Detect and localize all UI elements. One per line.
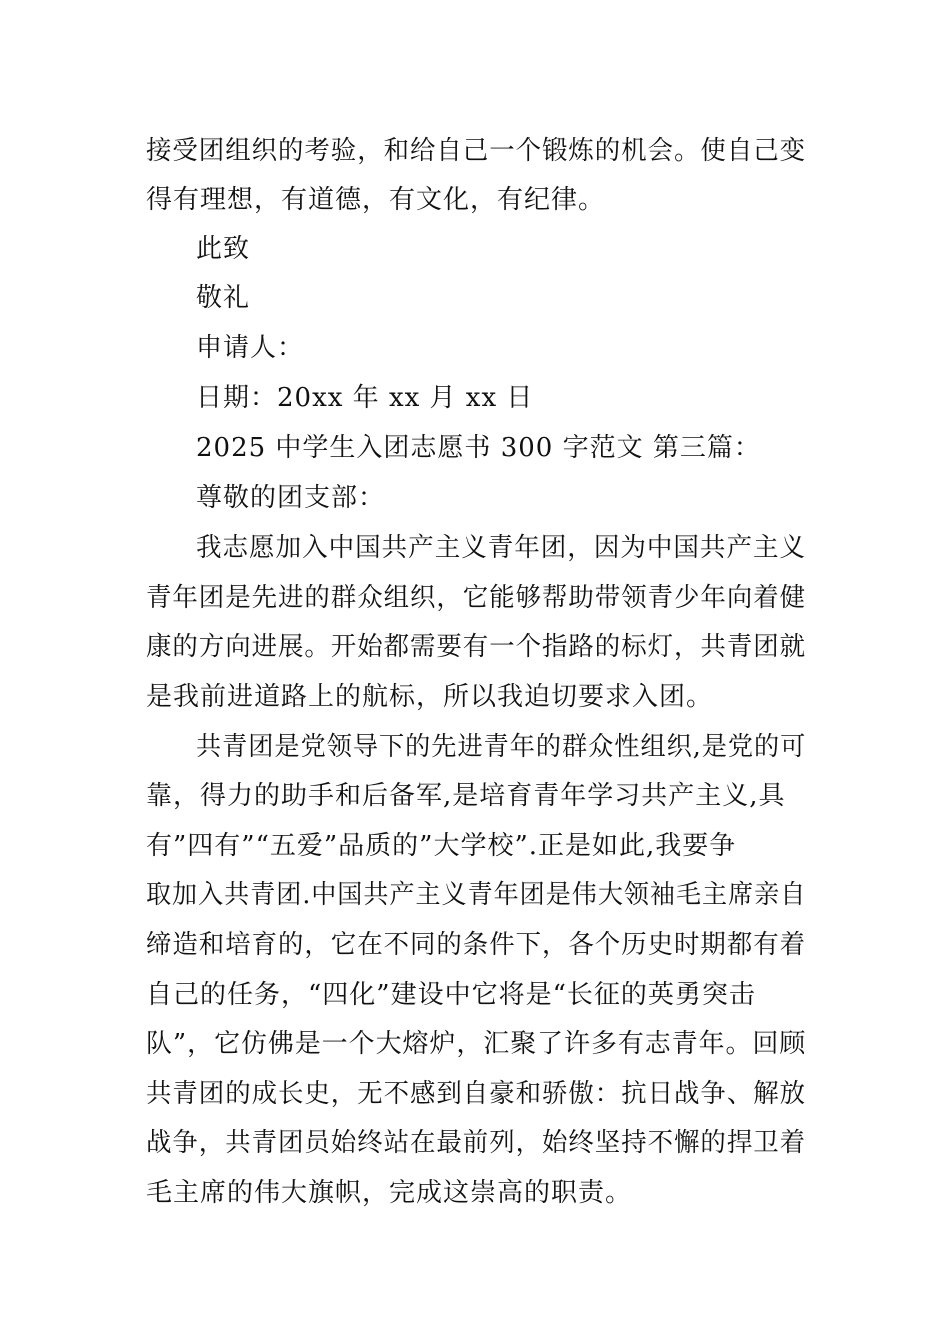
text-line: 队”，它仿佛是一个大熔炉，汇聚了许多有志青年。回顾 — [146, 1029, 807, 1059]
text-line: 缔造和培育的，它在不同的条件下，各个历史时期都有着 — [146, 930, 807, 960]
text-line: 共青团的成长史，无不感到自豪和骄傲：抗日战争、解放 — [146, 1079, 807, 1109]
text-line: 取加入共青团.中国共产主义青年团是伟大领袖毛主席亲自 — [146, 880, 807, 910]
text-line: 靠，得力的助手和后备军,是培育青年学习共产主义,具 — [146, 781, 786, 811]
text-line: 我志愿加入中国共产主义青年团，因为中国共产主义 — [196, 533, 807, 563]
closing-line: 此致 — [196, 234, 251, 264]
text-line: 共青团是党领导下的先进青年的群众性组织,是党的可 — [196, 732, 807, 762]
salutation-line: 敬礼 — [196, 283, 251, 313]
text-line: 是我前进道路上的航标，所以我迫切要求入团。 — [146, 682, 714, 712]
applicant-line: 申请人： — [196, 333, 305, 363]
text-line: 战争，共青团员始终站在最前列，始终坚持不懈的捍卫着 — [146, 1128, 807, 1158]
text-line: 得有理想，有道德，有文化，有纪律。 — [146, 185, 606, 215]
text-line: 毛主席的伟大旗帜，完成这崇高的职责。 — [146, 1178, 633, 1208]
text-line: 自己的任务，“四化”建设中它将是“长征的英勇突击 — [146, 980, 756, 1010]
date-line: 日期：20xx 年 xx 月 xx 日 — [196, 383, 534, 413]
text-line: 青年团是先进的群众组织，它能够帮助带领青少年向着健 — [146, 583, 807, 613]
text-line: 有”四有”“五爱”品质的”大学校”.正是如此,我要争 — [146, 831, 737, 861]
text-line: 接受团组织的考验，和给自己一个锻炼的机会。使自己变 — [146, 136, 807, 166]
text-line: 康的方向进展。开始都需要有一个指路的标灯，共青团就 — [146, 632, 807, 662]
section-heading: 2025 中学生入团志愿书 300 字范文 第三篇： — [196, 433, 761, 463]
addressee-line: 尊敬的团支部： — [196, 483, 386, 513]
